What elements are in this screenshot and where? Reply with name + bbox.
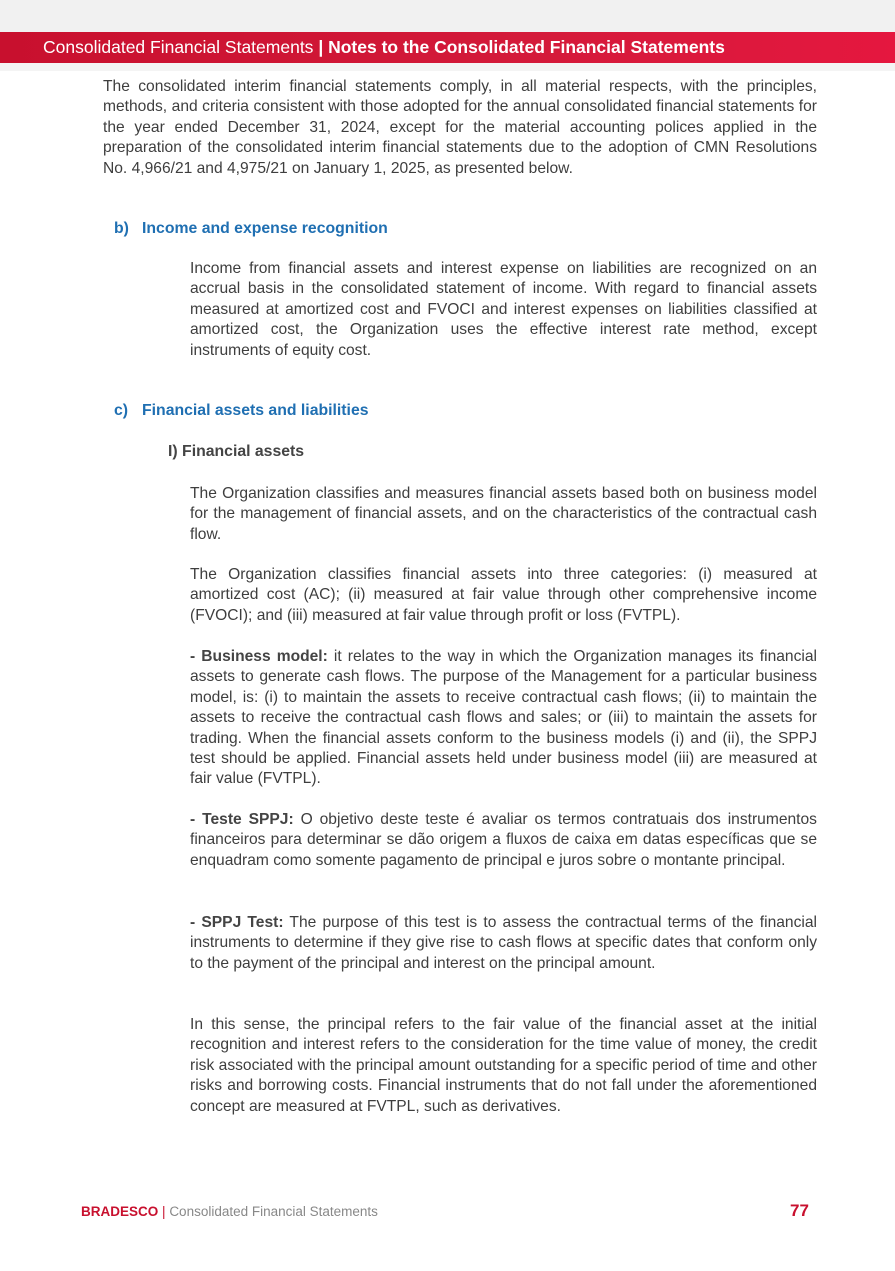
sppj-test-paragraph bbox=[190, 913, 817, 974]
intro-paragraph: The consolidated interim financial statements comply, in all material respects, with the principles, methods, and criteria consistent with those adopted for the annual consolidated financial statements for the year ended December 31, 2024, except for the material accounting polices applied in the preparation of the consolidated interim financial statements due to the adoption of CMN Resolutions No. 4,966/21 and 4,975/21 on January 1, 2025, as presented below. bbox=[103, 78, 817, 177]
sppj-test-label: - SPPJ Test: bbox=[190, 914, 284, 931]
footer-separator: | bbox=[162, 1204, 166, 1219]
footer-text: Consolidated Financial Statements bbox=[169, 1204, 378, 1219]
section-b-heading bbox=[114, 220, 388, 238]
categories-paragraph: The Organization classifies financial assets into three categories: (i) measured at amortized cost (AC); (ii) measured at fair value through other comprehensive income (FVOCI); and (iii) measured at fair value through profit or loss (FVTPL). bbox=[190, 566, 817, 624]
sppj-test-text: The purpose of this test is to assess the contractual terms of the financial instruments to determine if they give rise to cash flows at specific dates that conform only to the payment of the principal and interest on the principal amount. bbox=[190, 914, 817, 972]
footer-brand: BRADESCO bbox=[81, 1204, 159, 1219]
section-b-paragraph: Income from financial assets and interest expense on liabilities are recognized on an accrual basis in the consolidated statement of income. With regard to financial assets measured at amortized cost and FVOCI and interest expenses on liabilities classified at amortized cost, the Organization uses the effective interest rate method, except instruments of equity cost. bbox=[190, 260, 817, 359]
header-divider bbox=[0, 63, 895, 71]
page-number: 77 bbox=[790, 1201, 809, 1220]
section-c-heading bbox=[114, 402, 369, 420]
section-c-letter: c) bbox=[114, 402, 129, 419]
page-header-bar bbox=[0, 32, 895, 63]
section-b-title: Income and expense recognition bbox=[142, 220, 388, 237]
header-separator: | bbox=[318, 37, 324, 57]
section-c-title: Financial assets and liabilities bbox=[142, 402, 369, 419]
teste-sppj-text: O objetivo deste teste é avaliar os termos contratuais dos instrumentos financeiros para determinar se dão origem a fluxos de caixa em datas específicas que se enquadram como somente pagamento de principal e juros sobre o montante principal. bbox=[190, 811, 817, 869]
financial-assets-subheading: I) Financial assets bbox=[168, 443, 305, 460]
business-model-text: it relates to the way in which the Organization manages its financial assets to generate cash flows. The purpose of the Management for a particular business model, is: (i) to maintain the assets to receive contractual cash flows; (ii) to maintain the assets to receive the contractual cash flows and sales; or (iii) to maintain the assets for trading. When the financial assets conform to the business models (i) and (ii), the SPPJ test should be applied. Financial assets held under business model (iii) are measured at fair value (FVTPL). bbox=[190, 648, 817, 788]
top-margin bbox=[0, 0, 895, 32]
header-title: Notes to the Consolidated Financial Statements bbox=[328, 37, 725, 57]
section-b-letter: b) bbox=[114, 220, 129, 237]
classification-paragraph: The Organization classifies and measures financial assets based both on business model for the management of financial assets, and on the characteristics of the contractual cash flow. bbox=[190, 485, 817, 543]
principal-paragraph: In this sense, the principal refers to the fair value of the financial asset at the initial recognition and interest refers to the consideration for the time value of money, the credit risk associated with the principal amount outstanding for a specific period of time and other risks and borrowing costs. Financial instruments that do not fall under the aforementioned concept are measured at FVTPL, such as derivatives. bbox=[190, 1016, 817, 1115]
teste-sppj-label: - Teste SPPJ: bbox=[190, 811, 294, 828]
header-section: Consolidated Financial Statements bbox=[43, 37, 314, 57]
business-model-label: - Business model: bbox=[190, 648, 328, 665]
teste-sppj-paragraph bbox=[190, 810, 817, 871]
business-model-paragraph bbox=[190, 647, 817, 790]
footer bbox=[81, 1204, 378, 1219]
